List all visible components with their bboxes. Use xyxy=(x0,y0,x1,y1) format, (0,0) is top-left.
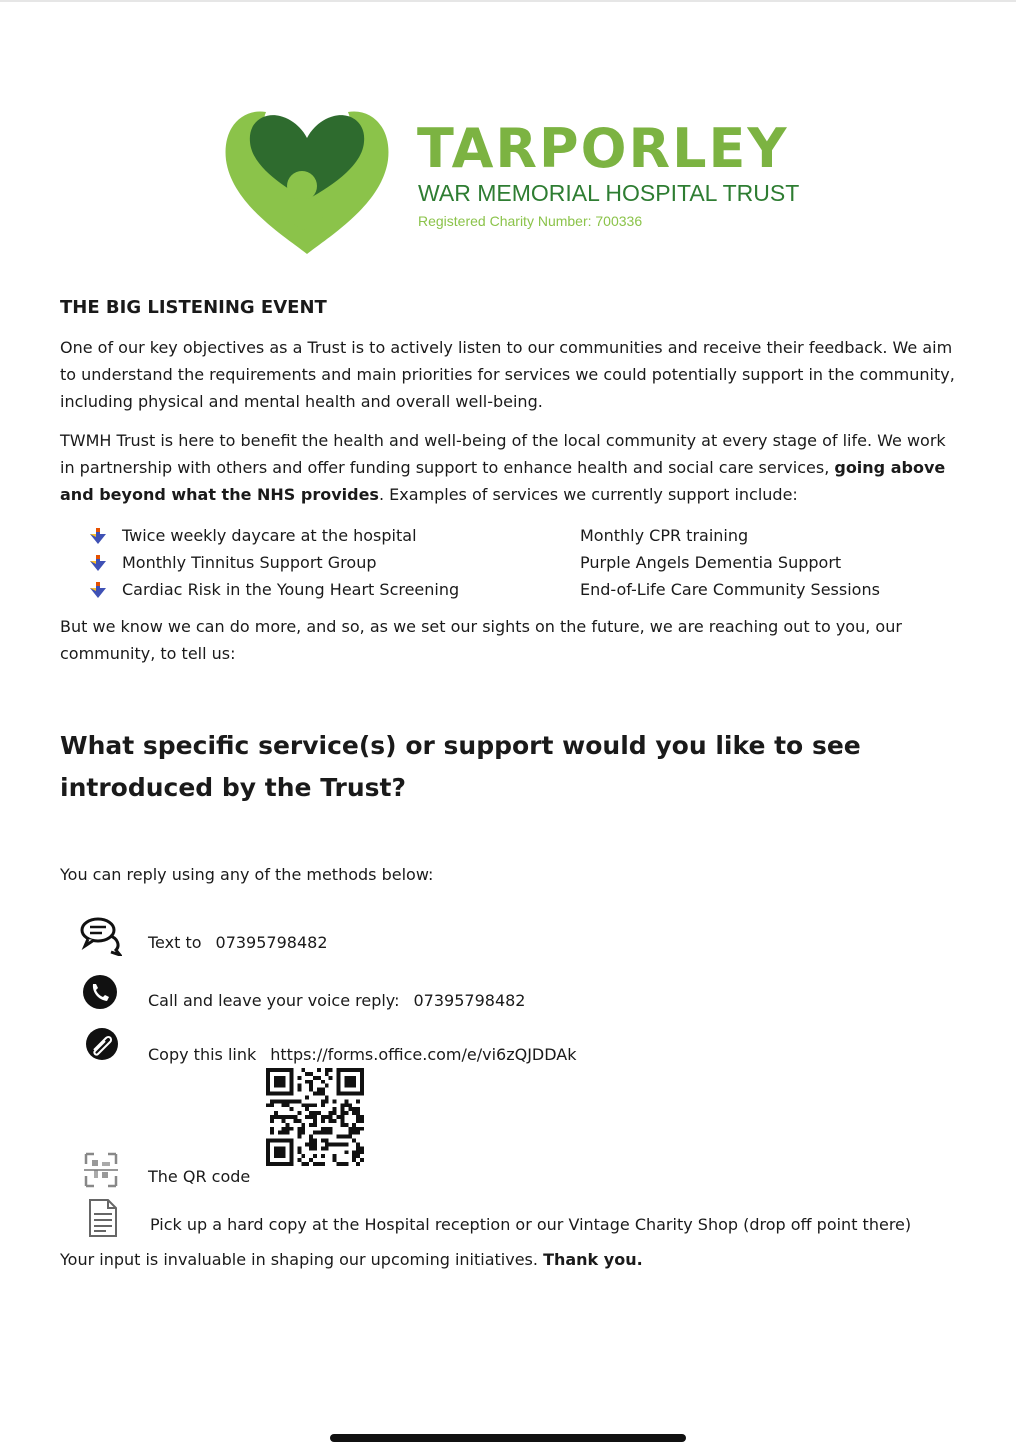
paperclip-icon xyxy=(80,1028,122,1068)
main-question: What specific service(s) or support would you like to see introduced by the Trust? xyxy=(60,731,861,802)
heart-logo-icon xyxy=(224,108,390,254)
main-content xyxy=(60,296,960,1238)
brand-subtitle: WAR MEMORIAL HOSPITAL TRUST xyxy=(418,180,800,206)
qr-scan-icon xyxy=(80,1150,122,1190)
call-label: Call and leave your voice reply: xyxy=(148,991,400,1010)
qr-label: The QR code xyxy=(148,1167,251,1186)
method-hardcopy xyxy=(82,1198,911,1238)
trust-logo xyxy=(224,108,804,258)
phone-icon xyxy=(80,974,122,1014)
closing-thanks: Thank you. xyxy=(543,1250,643,1269)
closing-text: Your input is invaluable in shaping our upcoming initiatives. xyxy=(60,1250,544,1269)
text-number[interactable]: 07395798482 xyxy=(215,933,328,952)
method-link xyxy=(80,1028,576,1068)
method-call xyxy=(80,974,525,1014)
list-item: End-of-Life Care Community Sessions xyxy=(580,580,880,599)
list-item: Monthly CPR training xyxy=(580,526,749,545)
list-item: Purple Angels Dementia Support xyxy=(580,553,842,572)
closing-line xyxy=(60,1246,643,1273)
text-method-text xyxy=(148,929,328,956)
method-text xyxy=(80,916,328,956)
chat-bubbles-icon xyxy=(80,916,122,956)
list-item xyxy=(90,576,580,603)
brand-name: TARPORLEY xyxy=(417,117,789,180)
services-right-column xyxy=(580,522,960,603)
services-list xyxy=(60,522,960,603)
link-method-text xyxy=(148,1041,576,1068)
arrow-bullet-icon xyxy=(90,555,106,571)
link-url[interactable]: https://forms.office.com/e/vi6zQJDDAk xyxy=(270,1045,577,1064)
intro-paragraph: One of our key objectives as a Trust is to actively listen to our communities and receive their feedback. We aim to understand the requirements and main priorities for services we could potentially support in the community, including physical and mental health and overall well-being. xyxy=(60,338,955,411)
qr-code-image[interactable] xyxy=(266,1068,364,1166)
trust-paragraph-end: . Examples of services we currently support include: xyxy=(378,485,798,504)
arrow-bullet-icon xyxy=(90,582,106,598)
service-label: Cardiac Risk in the Young Heart Screening xyxy=(122,580,460,599)
link-label: Copy this link xyxy=(148,1045,257,1064)
trust-paragraph xyxy=(60,427,960,508)
charity-number: Registered Charity Number: 700336 xyxy=(418,213,643,229)
text-label: Text to xyxy=(148,933,202,952)
method-qr xyxy=(80,1150,250,1190)
page-top-border xyxy=(0,0,1016,2)
service-label: Twice weekly daycare at the hospital xyxy=(122,526,417,545)
service-label: Monthly Tinnitus Support Group xyxy=(122,553,377,572)
trust-paragraph-start: TWMH Trust is here to benefit the health and well-being of the local community at every stage of life. We work in partnership with others and offer funding support to enhance health and social care services, xyxy=(60,431,946,477)
outro-paragraph: But we know we can do more, and so, as we set our sights on the future, we are reaching out to you, our community, to tell us: xyxy=(60,617,902,663)
event-title: THE BIG LISTENING EVENT xyxy=(60,297,327,318)
hardcopy-text: Pick up a hard copy at the Hospital reception or our Vintage Charity Shop (drop off point there) xyxy=(150,1215,912,1234)
reply-intro: You can reply using any of the methods below: xyxy=(60,865,434,884)
services-left-column xyxy=(60,522,580,603)
call-number[interactable]: 07395798482 xyxy=(413,991,526,1010)
list-item xyxy=(90,522,580,549)
reply-methods xyxy=(60,898,960,1238)
arrow-bullet-icon xyxy=(90,528,106,544)
document-icon xyxy=(82,1198,124,1238)
trust-paragraph-bold: going above and beyond what the NHS provides xyxy=(60,458,946,504)
call-method-text xyxy=(148,987,525,1014)
home-indicator[interactable] xyxy=(330,1434,686,1442)
list-item xyxy=(90,549,580,576)
